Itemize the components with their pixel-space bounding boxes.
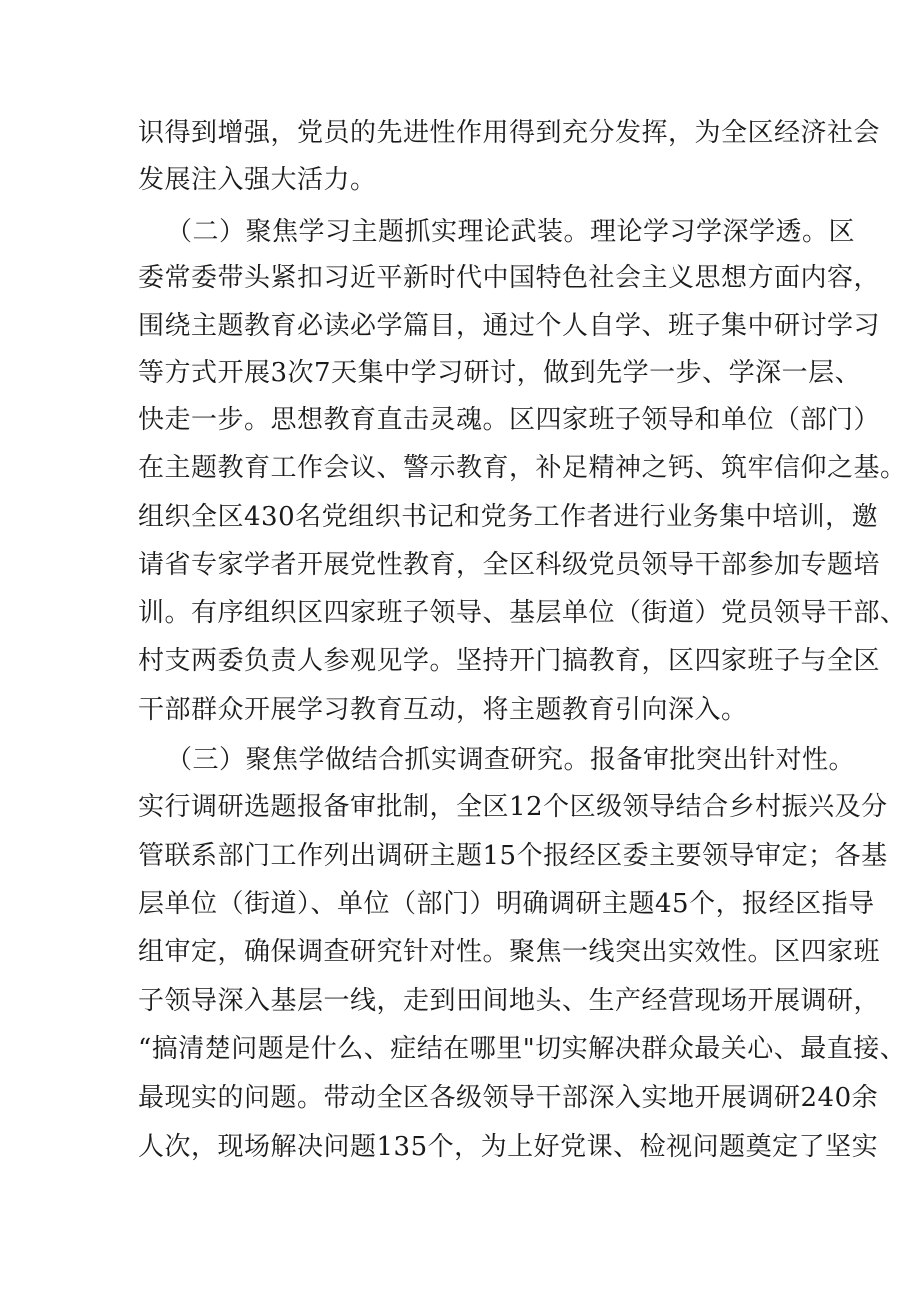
paragraph-heading-line: （二）聚焦学习主题抓实理论武装。理论学习学深学透。区: [166, 217, 856, 247]
text-line: 最现实的问题。带动全区各级领导干部深入实地开展调研240余: [138, 1083, 879, 1113]
text-line: 层单位（街道）、单位（部门）明确调研主题45个，报经区指导: [138, 889, 875, 919]
text-line: 快走一步。思想教育直击灵魂。区四家班子领导和单位（部门）: [138, 405, 881, 435]
text-line: 子领导深入基层一线，走到田间地头、生产经营现场开展调研，: [138, 986, 881, 1016]
paragraph-heading-line: （三）聚焦学做结合抓实调查研究。报备审批突出针对性。: [166, 745, 856, 775]
text-line: 管联系部门工作列出调研主题15个报经区委主要领导审定；各基: [138, 841, 888, 871]
text-line: 围绕主题教育必读必学篇目，通过个人自学、班子集中研讨学习: [138, 311, 881, 341]
text-line: 人次，现场解决问题135个，为上好党课、检视问题奠定了坚实: [138, 1132, 879, 1162]
text-line: 训。有序组织区四家班子领导、基层单位（街道）党员领导干部、: [138, 598, 907, 628]
text-line: 干部群众开展学习教育互动，将主题教育引向深入。: [138, 695, 748, 725]
text-line: 村支两委负责人参观见学。坚持开门搞教育，区四家班子与全区: [138, 646, 881, 676]
text-line: 委常委带头紧扣习近平新时代中国特色社会主义思想方面内容，: [138, 263, 881, 293]
text-line: 发展注入强大活力。: [138, 165, 377, 195]
text-line: 在主题教育工作会议、警示教育，补足精神之钙、筑牢信仰之基。: [138, 453, 907, 483]
text-line: 组织全区430名党组织书记和党务工作者进行业务集中培训，邀: [138, 502, 879, 532]
text-line: 识得到增强，党员的先进性作用得到充分发挥，为全区经济社会: [138, 118, 881, 148]
text-line: 请省专家学者开展党性教育，全区科级党员领导干部参加专题培: [138, 550, 881, 580]
text-line: 实行调研选题报备审批制，全区12个区级领导结合乡村振兴及分: [138, 792, 888, 822]
text-line: “搞清楚问题是什么、症结在哪里"切实解决群众最关心、最直接、: [138, 1034, 907, 1064]
text-line: 组审定，确保调查研究针对性。聚焦一线突出实效性。区四家班: [138, 937, 881, 967]
text-line: 等方式开展3次7天集中学习研讨，做到先学一步、学深一层、: [138, 358, 862, 388]
